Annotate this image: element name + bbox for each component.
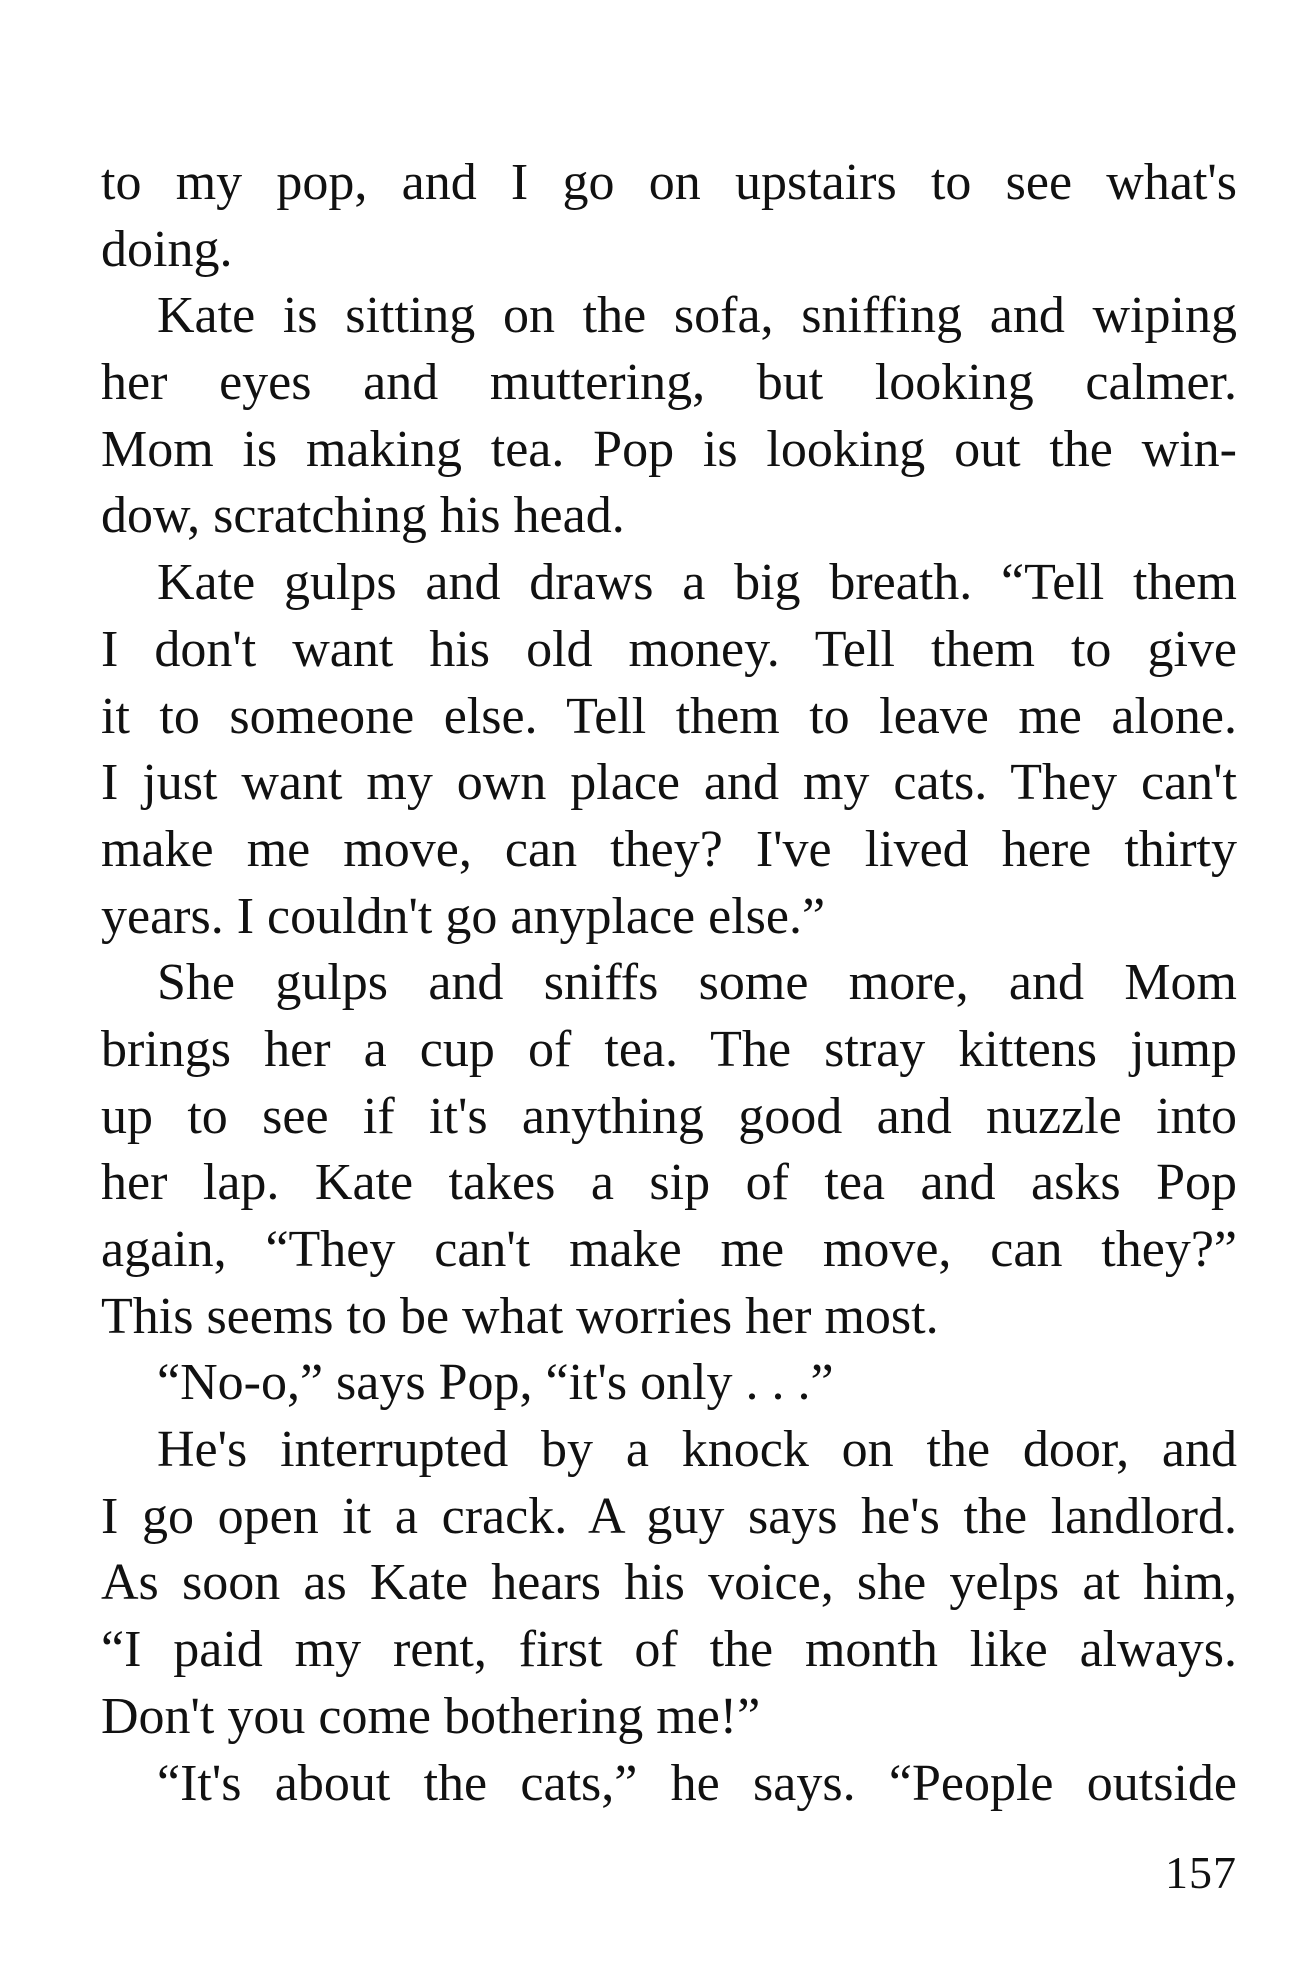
text-line: doing. (101, 220, 233, 278)
text-line: He's interrupted by a knock on the door, and (157, 1421, 1237, 1479)
text-line: it to someone else. Tell them to leave me alone. (101, 687, 1237, 745)
text-line: brings her a cup of tea. The stray kittens jump (101, 1020, 1237, 1078)
text-line: up to see if it's anything good and nuzzle into (101, 1087, 1237, 1145)
text-line: make me move, can they? I've lived here thirty (101, 820, 1237, 878)
text-line: “No-o,” says Pop, “it's only . . .” (157, 1354, 834, 1412)
book-text-block (101, 150, 1237, 1817)
text-line: her eyes and muttering, but looking calmer. (101, 354, 1237, 412)
text-line: to my pop, and I go on upstairs to see what's (101, 154, 1237, 211)
text-line: This seems to be what worries her most. (101, 1287, 939, 1345)
text-line: dow, scratching his head. (101, 487, 625, 545)
text-line: I just want my own place and my cats. They can't (101, 754, 1237, 812)
text-line: again, “They can't make me move, can they?” (101, 1221, 1237, 1278)
text-line: As soon as Kate hears his voice, she yelps at him, (101, 1554, 1237, 1612)
text-line: Kate gulps and draws a big breath. “Tell them (157, 554, 1237, 612)
text-line: I go open it a crack. A guy says he's the landlord. (101, 1487, 1237, 1545)
text-line: “It's about the cats,” he says. “People outside (157, 1754, 1237, 1812)
text-line: She gulps and sniffs some more, and Mom (157, 954, 1237, 1012)
page-number: 157 (1165, 1847, 1237, 1898)
text-line: “I paid my rent, first of the month like always. (101, 1621, 1237, 1679)
text-line: Mom is making tea. Pop is looking out the win- (101, 420, 1237, 478)
text-line: years. I couldn't go anyplace else.” (101, 887, 826, 945)
text-line: her lap. Kate takes a sip of tea and asks Pop (101, 1154, 1237, 1212)
text-line: Don't you come bothering me!” (101, 1687, 761, 1745)
text-line: I don't want his old money. Tell them to give (101, 620, 1237, 678)
text-line: Kate is sitting on the sofa, sniffing and wiping (157, 287, 1237, 345)
